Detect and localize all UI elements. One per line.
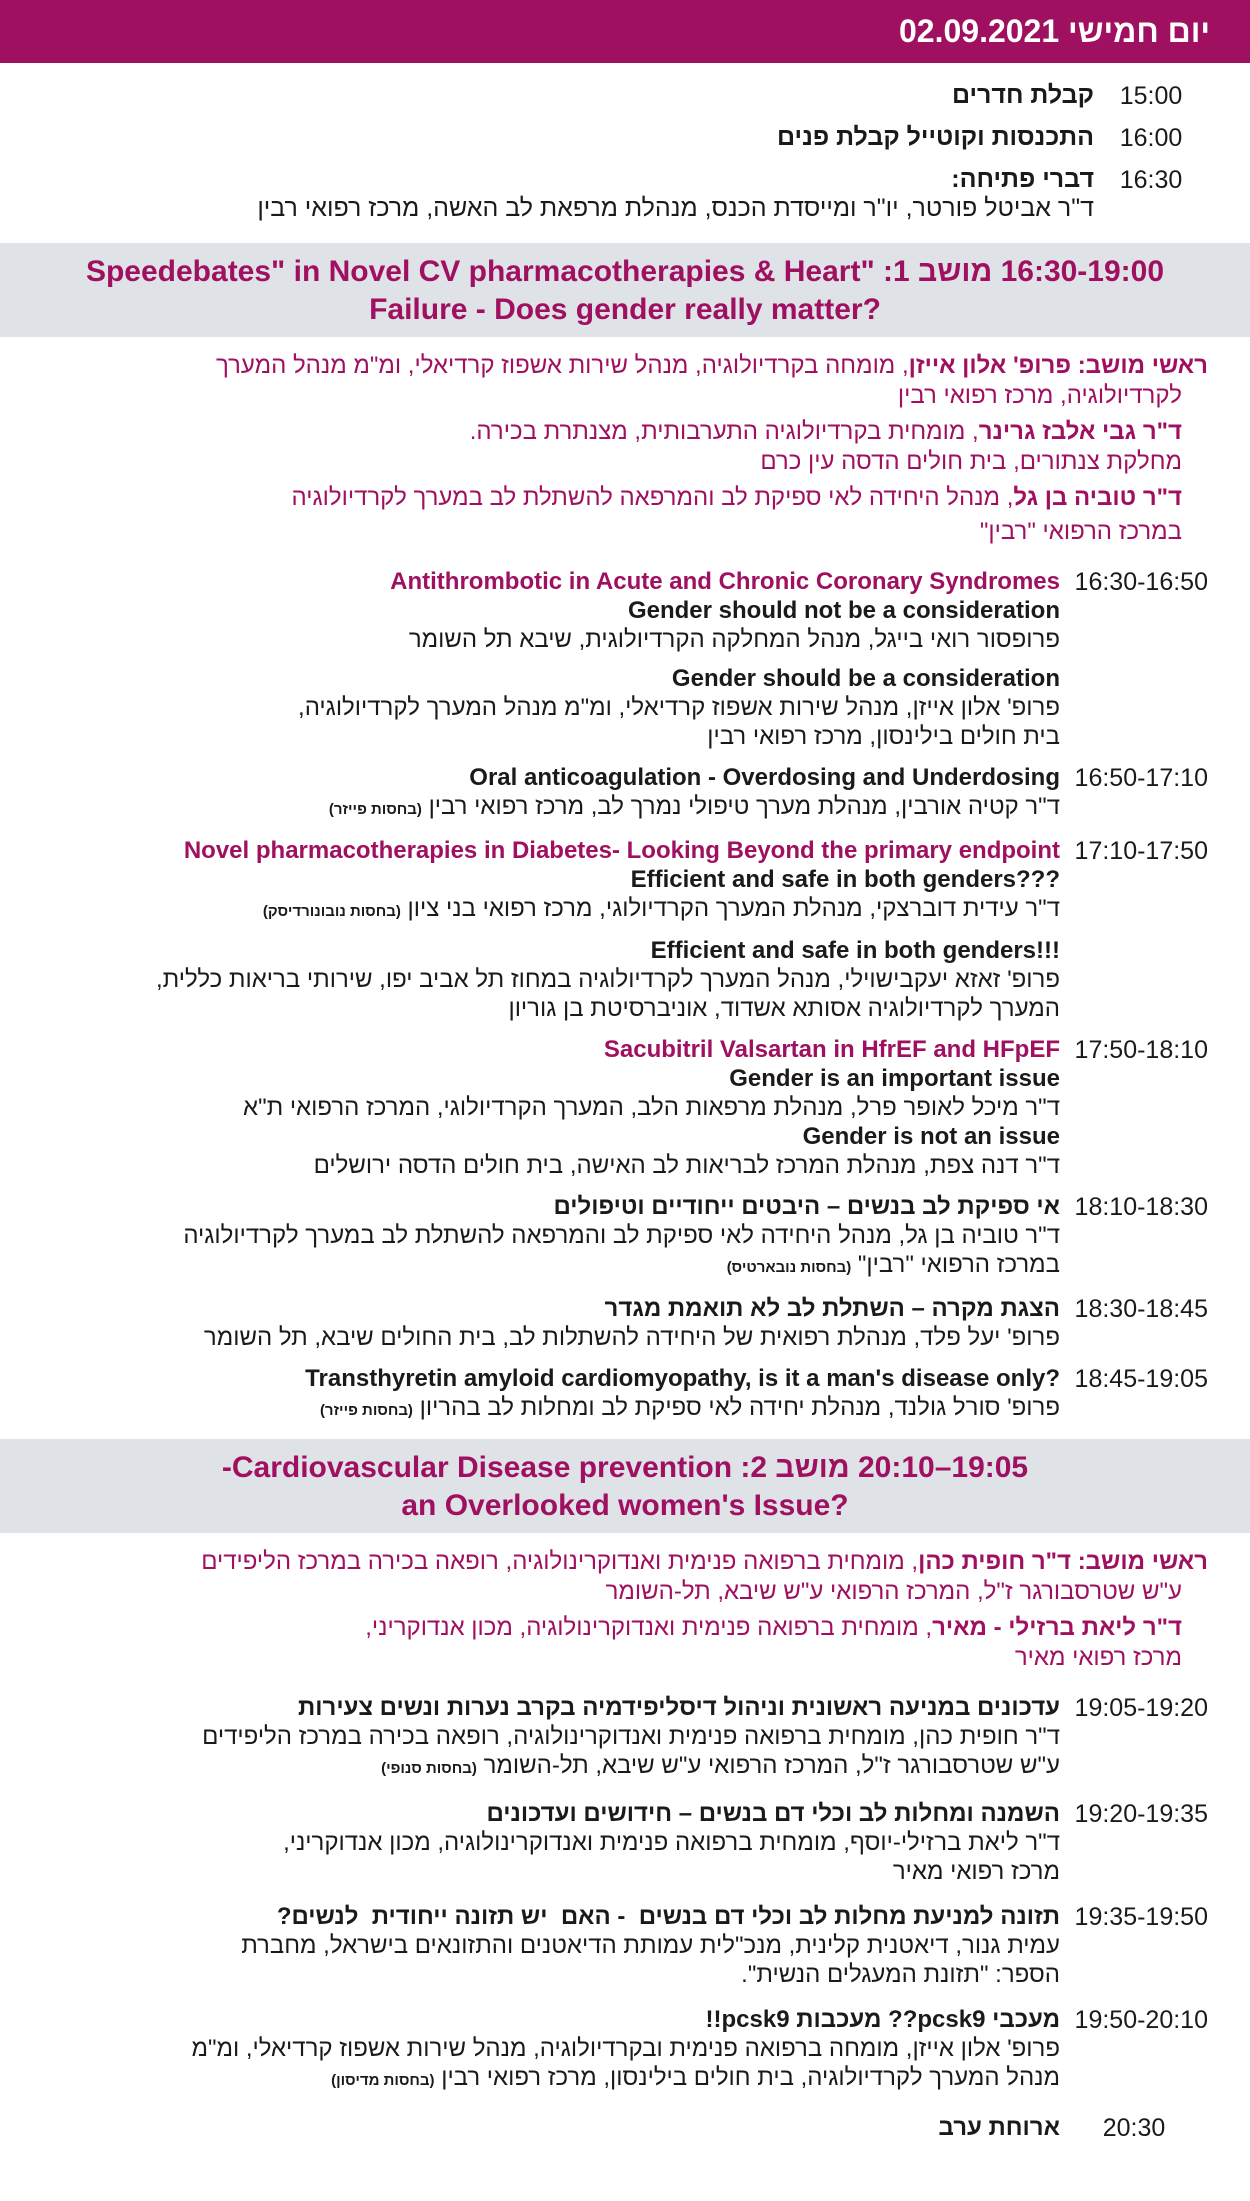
- item-speaker: פרופ' אלון אייזן, מנהל שירות אשפוז קרדיאלי, ומ"מ מנהל המערך לקרדיולוגיה,: [298, 694, 1060, 721]
- item-time: 15:00: [1119, 82, 1183, 110]
- agenda-item: [0, 123, 1250, 153]
- item-content: [30, 1294, 1060, 1352]
- item-speaker: פרופ' אלון אייזן, מומחה ברפואה פנימית ובקרדיולוגיה, מנהל שירות אשפוז קרדיאלי, ומ"מ: [191, 2035, 1060, 2062]
- item-speaker: ד"ר ליאת ברזילי-יוסף, מומחית ברפואה פנימית ואנדוקרינולוגיה, מכון אנדוקריני,: [283, 1829, 1060, 1856]
- session-2-title-line2: an Overlooked women's Issue?: [401, 1489, 849, 1522]
- item-time: 16:30-16:50: [1074, 568, 1208, 596]
- item-title: Novel pharmacotherapies in Diabetes- Looking Beyond the primary endpoint: [183, 837, 1060, 864]
- chair-role: , מומחית בקרדיולוגיה התערבותית, מצנתרת בכירה.: [469, 418, 979, 445]
- sponsor-note: (בחסות פייזר): [319, 1402, 413, 1419]
- item-title: Transthyretin amyloid cardiomyopathy, is it a man's disease only?: [305, 1365, 1060, 1392]
- chair-name: ד"ר טוביה בן גל: [1013, 484, 1182, 511]
- opening-schedule: [0, 63, 1250, 223]
- sponsor-note: (בחסות נובונורדיסק): [262, 903, 401, 920]
- sponsor-note: (בחסות פייזר): [328, 801, 422, 818]
- item-title: עדכונים במניעה ראשונית וניהול דיסליפידמיה בקרב נערות ונשים צעירות: [298, 1694, 1060, 1721]
- session-1-schedule: [0, 561, 1250, 1425]
- chair-role: , מומחית ברפואה פנימית ואנדוקרינולוגיה, רופאה בכירה במרכז הליפידים: [201, 1548, 919, 1575]
- item-speaker: ד"ר מיכל לאופר פרל, מנהלת מרפאות הלב, המערך הקרדיולוגי, המרכז הרפואי ת"א: [243, 1094, 1060, 1121]
- item-speaker: ד"ר חופית כהן, מומחית ברפואה פנימית ואנדוקרינולוגיה, רופאה בכירה במרכז הליפידים: [202, 1723, 1060, 1750]
- item-speaker: בית חולים בילינסון, מרכז רפואי רבין: [707, 723, 1060, 750]
- item-time: 19:05-19:20: [1074, 1694, 1208, 1722]
- item-subtitle: Efficient and safe in both genders???: [630, 866, 1060, 893]
- item-title: Sacubitril Valsartan in HfrEF and HFpEF: [603, 1036, 1060, 1063]
- agenda-item: [0, 763, 1250, 824]
- item-title: השמנה ומחלות לב וכלי דם בנשים – חידושים ועדכונים: [486, 1800, 1060, 1827]
- chair-name: ד"ר ליאת ברזילי - מאיר: [932, 1614, 1182, 1641]
- item-title: Antithrombotic in Acute and Chronic Coronary Syndromes: [390, 568, 1060, 595]
- chairs-label: ראשי מושב:: [1077, 352, 1208, 379]
- item-title: דברי פתיחה:: [951, 165, 1094, 193]
- item-subtitle: Gender is not an issue: [802, 1123, 1060, 1150]
- item-time: 19:50-20:10: [1074, 2006, 1208, 2034]
- item-title: תזונה למניעת מחלות לב וכלי דם בנשים - האם יש תזונה ייחודית לנשים?: [276, 1903, 1060, 1930]
- item-speaker: פרופ' זאזא יעקבישוילי, מנהל המערך לקרדיולוגיה במחוז תל אביב יפו, שירותי בריאות כללית,: [155, 966, 1060, 993]
- item-content: [30, 763, 1060, 824]
- item-time: 20:30: [1102, 2114, 1166, 2142]
- item-speaker: ד"ר דנה צפת, מנהלת המרכז לבריאות לב האישה, בית חולים הדסה ירושלים: [313, 1152, 1060, 1179]
- chair-role-cont: ע"ש שטרסבורגר ז"ל, המרכז הרפואי ע"ש שיבא, תל-השומר: [605, 1578, 1182, 1605]
- chair-role-cont: לקרדיולוגיה, מרכז רפואי רבין: [897, 382, 1182, 409]
- item-time: 18:30-18:45: [1074, 1295, 1208, 1323]
- item-speaker: עמית גנור, דיאטנית קלינית, מנכ"לית עמותת הדיאטנים והתזונאים בישראל, מחברת: [241, 1932, 1060, 1959]
- item-speaker: ד"ר אביטל פורטר, יו"ר ומייסדת הכנס, מנהלת מרפאת לב האשה, מרכז רפואי רבין: [257, 194, 1094, 222]
- item-content: [30, 1035, 1060, 1180]
- item-time: 16:50-17:10: [1074, 764, 1208, 792]
- chair-role: , מומחה בקרדיולוגיה, מנהל שירות אשפוז קרדיאלי, ומ"מ מנהל המערך: [215, 352, 909, 379]
- item-speaker: פרופסור רואי בייגל, מנהל המחלקה הקרדיולוגית, שיבא תל השומר: [408, 626, 1060, 653]
- chair-entry: [30, 417, 1208, 447]
- day-header: יום חמישי 02.09.2021: [0, 0, 1250, 63]
- agenda-item: [0, 1364, 1250, 1425]
- item-speaker: ד"ר עידית דוברצקי, מנהלת המערך הקרדיולוגי, מרכז רפואי בני ציון (בחסות נובונורדיסק): [262, 895, 1060, 922]
- item-title: התכנסות וקוטייל קבלת פנים: [777, 123, 1094, 151]
- item-content: [30, 165, 1094, 223]
- item-title: הצגת מקרה – השתלת לב לא תואמת מגדר: [604, 1295, 1060, 1322]
- chairs-label: ראשי מושב:: [1077, 1548, 1208, 1575]
- item-time: 19:35-19:50: [1074, 1903, 1208, 1931]
- session-1-title-line1: 16:30-19:00 מושב 1: "Speedebates" in Novel CV pharmacotherapies & Heart: [85, 255, 1165, 288]
- item-content: [30, 1192, 1060, 1282]
- agenda-item: [0, 1035, 1250, 1180]
- agenda-item: [0, 567, 1250, 751]
- chair-name: ד"ר חופית כהן: [918, 1548, 1072, 1575]
- agenda-item: [0, 81, 1250, 111]
- item-speaker: המערך לקרדיולוגיה אסותא אשדוד, אוניברסיטת בן גוריון: [508, 995, 1060, 1022]
- agenda-item: [0, 1799, 1250, 1886]
- item-time: 17:50-18:10: [1074, 1036, 1208, 1064]
- item-speaker: פרופ' יעל פלד, מנהלת רפואית של היחידה להשתלות לב, בית החולים שיבא, תל השומר: [203, 1324, 1060, 1351]
- agenda-item: [0, 1693, 1250, 1783]
- agenda-item: [0, 836, 1250, 1023]
- chair-name: פרופ' אלון אייזן: [908, 352, 1072, 379]
- chair-entry: [30, 1547, 1208, 1577]
- item-content: [30, 567, 1060, 751]
- item-content: [30, 1799, 1060, 1886]
- item-time: 16:30: [1119, 166, 1183, 194]
- item-speaker: מרכז רפואי מאיר: [892, 1858, 1060, 1885]
- session-2-header: [0, 1439, 1250, 1533]
- sponsor-note: (בחסות סנופי): [381, 1760, 477, 1777]
- session-2-schedule: [0, 1687, 1250, 2143]
- item-speaker: מנהל המערך לקרדיולוגיה, בית חולים בילינסון, מרכז רפואי רבין (בחסות מדיסון): [331, 2064, 1060, 2091]
- agenda-item: [0, 1192, 1250, 1282]
- session-1-chairs: [0, 337, 1250, 561]
- item-subtitle: Gender should be a consideration: [671, 665, 1060, 692]
- item-speaker: במרכז הרפואי "רבין" (בחסות נובארטיס): [726, 1251, 1060, 1278]
- chair-name: ד"ר גבי אלבז גרינר: [978, 418, 1182, 445]
- item-content: [30, 2005, 1060, 2095]
- item-title: מעכבי pcsk9?? מעכבות pcsk9!!: [705, 2006, 1060, 2033]
- item-content: [30, 836, 1060, 1023]
- chair-role: , מומחית ברפואה פנימית ואנדוקרינולוגיה, מכון אנדוקריני,: [365, 1614, 933, 1641]
- item-title: אי ספיקת לב בנשים – היבטים ייחודיים וטיפולים: [553, 1193, 1060, 1220]
- item-subtitle: Gender should not be a consideration: [627, 597, 1060, 624]
- chair-role: , מנהל היחידה לאי ספיקת לב והמרפאה להשתלת לב במערך לקרדיולוגיה: [291, 484, 1014, 511]
- item-subtitle: Efficient and safe in both genders!!!: [650, 937, 1060, 964]
- item-time: 19:20-19:35: [1074, 1800, 1208, 1828]
- item-title: Oral anticoagulation - Overdosing and Underdosing: [469, 764, 1060, 791]
- item-time: 17:10-17:50: [1074, 837, 1208, 865]
- item-time: 18:10-18:30: [1074, 1193, 1208, 1221]
- item-speaker: פרופ' סורל גולנד, מנהלת יחידה לאי ספיקת לב ומחלות לב בהריון (בחסות פייזר): [319, 1394, 1060, 1421]
- agenda-item: [0, 165, 1250, 223]
- sponsor-note: (בחסות נובארטיס): [726, 1259, 852, 1276]
- item-speaker: ד"ר טוביה בן גל, מנהל היחידה לאי ספיקת לב והמרפאה להשתלת לב במערך לקרדיולוגיה: [183, 1222, 1060, 1249]
- chair-entry: [30, 483, 1208, 513]
- agenda-item: [0, 1902, 1250, 1989]
- item-time: 18:45-19:05: [1074, 1365, 1208, 1393]
- chair-role-cont: במרכז הרפואי "רבין": [979, 518, 1182, 545]
- item-title: קבלת חדרים: [951, 81, 1094, 109]
- item-content: [30, 1693, 1060, 1783]
- session-1-title-line2: Failure - Does gender really matter?: [369, 293, 881, 326]
- item-speaker: ע"ש שטרסבורגר ז"ל, המרכז הרפואי ע"ש שיבא, תל-השומר (בחסות סנופי): [381, 1752, 1060, 1779]
- session-2-chairs: [0, 1533, 1250, 1687]
- agenda-item: [0, 2005, 1250, 2095]
- sponsor-note: (בחסות מדיסון): [331, 2072, 435, 2089]
- chair-entry: [30, 1613, 1208, 1643]
- item-subtitle: Gender is an important issue: [729, 1065, 1060, 1092]
- session-2-title-line1: 19:05–20:10 מושב 2: Cardiovascular Disease prevention-: [221, 1451, 1029, 1484]
- item-speaker: הספר: "תזונת המעגלים הנשית".: [741, 1961, 1060, 1988]
- item-speaker: ד"ר קטיה אורבין, מנהלת מערך טיפולי נמרך לב, מרכז רפואי רבין (בחסות פייזר): [328, 793, 1060, 820]
- item-time: 16:00: [1119, 124, 1183, 152]
- agenda-item: [0, 2113, 1250, 2143]
- item-title: ארוחת ערב: [938, 2114, 1060, 2141]
- chair-role-cont: מרכז רפואי מאיר: [1014, 1644, 1182, 1671]
- session-1-header: [0, 243, 1250, 337]
- agenda-item: [0, 1294, 1250, 1352]
- item-content: [30, 1902, 1060, 1989]
- item-content: [30, 1364, 1060, 1425]
- chair-entry: [30, 351, 1208, 381]
- chair-role-cont: מחלקת צנתורים, בית חולים הדסה עין כרם: [760, 448, 1182, 475]
